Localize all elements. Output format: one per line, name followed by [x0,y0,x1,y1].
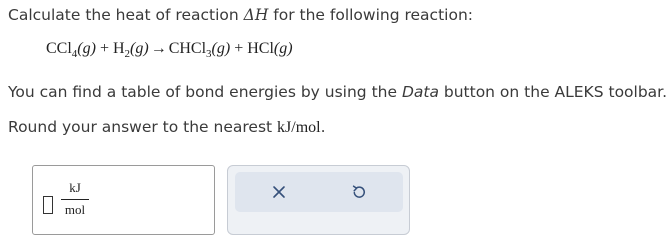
unit-denominator: mol [64,202,86,217]
question-text: button on the ALEKS toolbar. [438,83,667,101]
product-1: CHCl [168,40,207,57]
subscript: 3 [206,48,212,60]
answer-toolbar [227,165,410,235]
answer-input[interactable] [43,196,53,214]
plus-sign: + [95,40,113,57]
unit-text: kJ/mol [277,119,321,136]
question-text: You can find a table of bond energies by using the [8,83,402,101]
question-text: Round your answer to the nearest [8,118,278,136]
question-text: . [320,118,326,136]
phase-label: (g) [130,40,149,57]
reactant-1: CCl [46,40,72,57]
phase-label: (g) [211,40,231,57]
product-2: HCl [247,40,274,57]
unit-fraction [61,180,89,218]
toolbar-buttons [235,172,403,212]
question-text: Calculate the heat of reaction [8,6,244,24]
phase-label: (g) [77,40,96,57]
undo-button[interactable] [345,179,373,205]
question-line-1 [8,6,473,24]
question-text: for the following reaction: [268,6,473,24]
phase-label: (g) [273,40,293,57]
undo-icon [352,185,366,199]
subscript: 2 [124,48,131,60]
x-icon [273,186,285,198]
reactant-2: H [112,40,125,57]
question-line-2 [8,83,667,101]
subscript: 4 [71,48,78,60]
plus-sign: + [230,40,248,57]
reaction-arrow: → [150,40,167,57]
data-button-reference: Data [401,83,439,101]
unit-numerator: kJ [61,180,89,200]
reaction-equation [46,40,293,58]
delta-h-symbol: ΔH [243,6,269,24]
question-line-3 [8,118,326,137]
answer-box [32,165,215,235]
clear-button[interactable] [265,179,293,205]
